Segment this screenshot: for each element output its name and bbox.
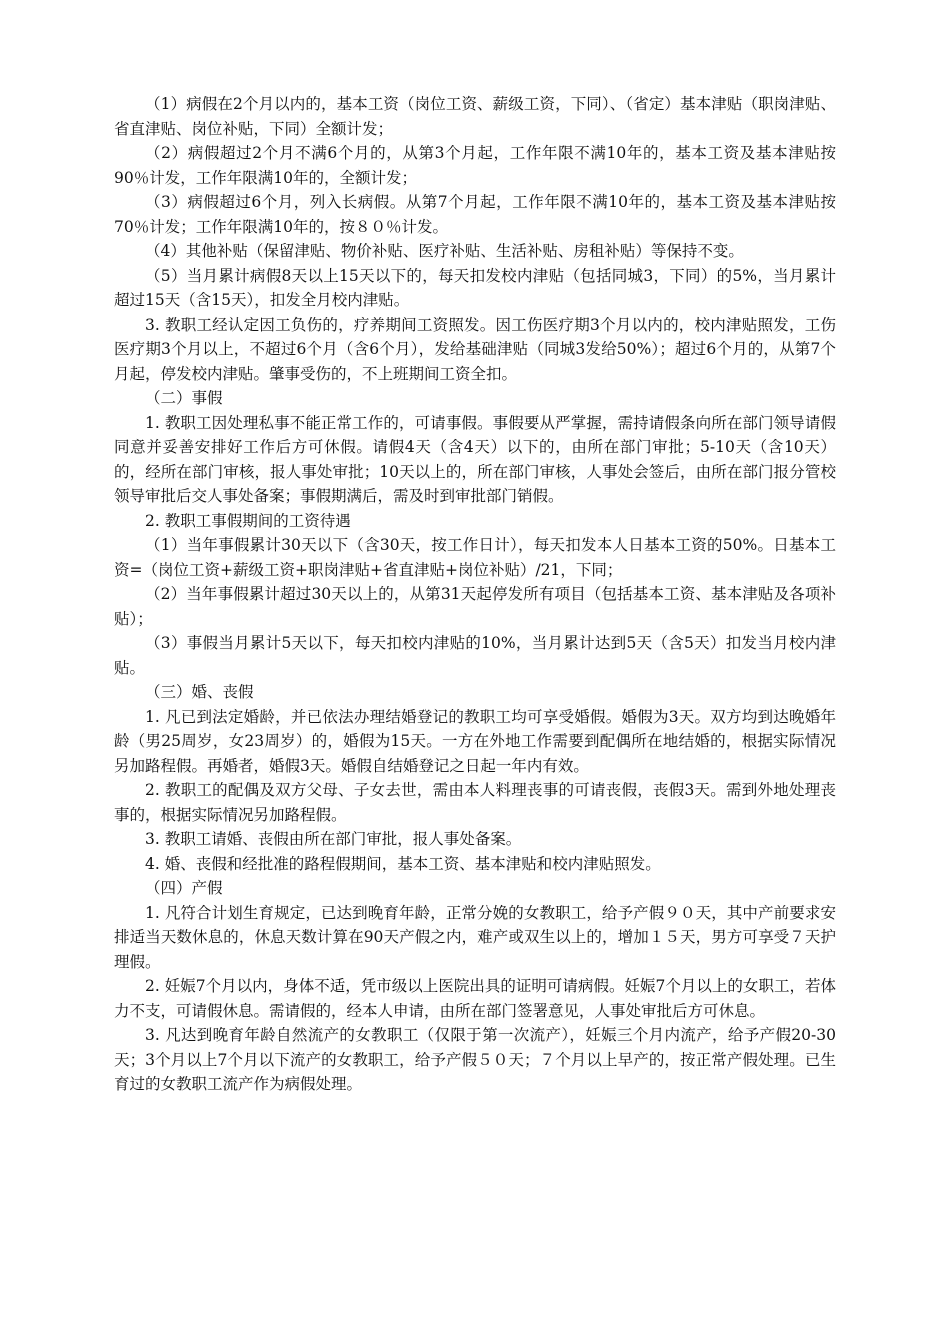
paragraph-marriage-funeral-3: 3. 教职工请婚、丧假由所在部门审批，报人事处备案。	[145, 830, 522, 848]
paragraph-sick-leave-4: （4）其他补贴（保留津贴、物价补贴、医疗补贴、生活补贴、房租补贴）等保持不变。	[145, 242, 744, 260]
paragraph-sick-leave-1: （1）病假在2个月以内的，基本工资（岗位工资、薪级工资，下同）、（省定）基本津贴（职岗津贴、省直津贴、岗位补贴，下同）全额计发；	[114, 95, 836, 138]
paragraph-personal-leave-pay-3: （3）事假当月累计5天以下，每天扣校内津贴的10%，当月累计达到5天（含5天）扣发当月校内津贴。	[114, 634, 836, 677]
section-heading-personal-leave: （二）事假	[145, 389, 223, 407]
paragraph-sick-leave-3: （3）病假超过6个月，列入长病假。从第7个月起，工作年限不满10年的，基本工资及基本津贴按70％计发；工作年限满10年的，按８０％计发。	[114, 193, 836, 236]
paragraph-funeral-leave-2: 2. 教职工的配偶及双方父母、子女去世，需由本人料理丧事的可请丧假，丧假3天。需到外地处理丧事的，根据实际情况另加路程假。	[114, 781, 836, 824]
paragraph-personal-leave-pay-1: （1）当年事假累计30天以下（含30天，按工作日计），每天扣发本人日基本工资的50%。日基本工资=（岗位工资+薪级工资+职岗津贴+省直津贴+岗位补贴）/21，下同；	[114, 536, 836, 579]
paragraph-personal-leave-pay-2: （2）当年事假累计超过30天以上的，从第31天起停发所有项目（包括基本工资、基本津贴及各项补贴）；	[114, 585, 836, 628]
paragraph-personal-leave-1: 1. 教职工因处理私事不能正常工作的，可请事假。事假要从严掌握，需持请假条向所在部门领导请假同意并妥善安排好工作后方可休假。请假4天（含4天）以下的，由所在部门审批；5-10天（含10天）的，经所在部门审核，报人事处审批；10天以上的，所在部门审核，人事处会签后，由所在部门报分管校领导审批后交人事处备案；事假期满后，需及时到审批部门销假。	[114, 413, 836, 505]
section-heading-marriage-funeral-leave: （三）婚、丧假	[145, 683, 254, 701]
section-heading-maternity-leave: （四）产假	[145, 879, 223, 897]
paragraph-maternity-3: 3. 凡达到晚育年龄自然流产的女教职工（仅限于第一次流产），妊娠三个月内流产，给予产假20-30天；3个月以上7个月以下流产的女教职工，给予产假５０天；７个月以上早产的，按正常产假处理。已生育过的女教职工流产作为病假处理。	[114, 1026, 836, 1093]
paragraph-maternity-1: 1. 凡符合计划生育规定，已达到晚育年龄，正常分娩的女教职工，给予产假９０天，其中产前要求安排适当天数休息的，休息天数计算在90天产假之内，难产或双生以上的，增加１５天，男方可享受７天护理假。	[114, 903, 836, 971]
paragraph-sick-leave-2: （2）病假超过2个月不满6个月的，从第3个月起，工作年限不满10年的，基本工资及基本津贴按90％计发，工作年限满10年的，全额计发；	[114, 144, 836, 187]
paragraph-work-injury: 3. 教职工经认定因工负伤的，疗养期间工资照发。因工伤医疗期3个月以内的，校内津贴照发，工伤医疗期3个月以上，不超过6个月（含6个月），发给基础津贴（同城3发给50%）；超过6个月的，从第7个月起，停发校内津贴。肇事受伤的，不上班期间工资全扣。	[114, 315, 836, 383]
paragraph-sick-leave-5: （5）当月累计病假8天以上15天以下的，每天扣发校内津贴（包括同城3，下同）的5%，当月累计超过15天（含15天），扣发全月校内津贴。	[114, 266, 836, 309]
paragraph-marriage-funeral-4: 4. 婚、丧假和经批准的路程假期间，基本工资、基本津贴和校内津贴照发。	[145, 854, 661, 873]
paragraph-marriage-leave-1: 1. 凡已到法定婚龄，并已依法办理结婚登记的教职工均可享受婚假。婚假为3天。双方均到达晚婚年龄（男25周岁，女23周岁）的，婚假为15天。一方在外地工作需要到配偶所在地结婚的，根据实际情况另加路程假。再婚者，婚假3天。婚假自结婚登记之日起一年内有效。	[114, 707, 836, 775]
paragraph-personal-leave-2: 2. 教职工事假期间的工资待遇	[145, 511, 351, 530]
document-page	[114, 92, 836, 1097]
paragraph-maternity-2: 2. 妊娠7个月以内，身体不适，凭市级以上医院出具的证明可请病假。妊娠7个月以上的女职工，若体力不支，可请假休息。需请假的，经本人申请，由所在部门签署意见，人事处审批后方可休息。	[114, 977, 836, 1020]
